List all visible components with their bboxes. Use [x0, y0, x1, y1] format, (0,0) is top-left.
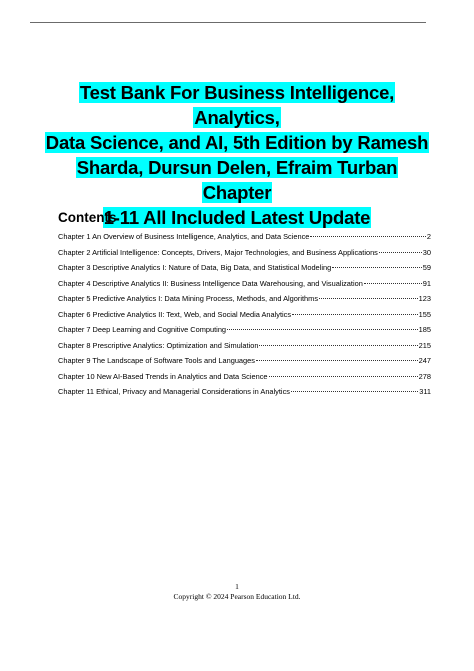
- toc-item-page: 247: [418, 356, 431, 365]
- toc-item-title: Chapter 2 Artificial Intelligence: Concepts, Drivers, Major Technologies, and Business Applications: [58, 247, 378, 257]
- toc-item-page: 278: [418, 371, 431, 381]
- toc-leader-dots: [364, 283, 422, 284]
- title-line: 1-11 All Included Latest Update: [103, 207, 371, 228]
- page-number: 1: [235, 582, 239, 591]
- toc-item-title: Chapter 3 Descriptive Analytics I: Nature of Data, Big Data, and Statistical Modeling: [58, 263, 332, 272]
- title-line: Sharda, Dursun Delen, Efraim Turban Chapter: [76, 157, 398, 203]
- toc-item[interactable]: [58, 232, 431, 248]
- toc-item-page: 91: [422, 278, 431, 288]
- toc-leader-dots: [379, 252, 422, 253]
- toc-leader-dots: [291, 391, 418, 392]
- toc-item-title: Chapter 8 Prescriptive Analytics: Optimization and Simulation: [58, 340, 259, 350]
- toc-leader-dots: [319, 298, 418, 299]
- toc-item-page: 123: [418, 294, 431, 303]
- toc-item-page: 30: [422, 247, 431, 257]
- copyright-notice: Copyright © 2024 Pearson Education Ltd.: [173, 592, 301, 601]
- toc-leader-dots: [292, 314, 418, 315]
- toc-item-title: Chapter 9 The Landscape of Software Tools and Languages: [58, 356, 255, 365]
- toc-leader-dots: [259, 345, 417, 346]
- toc-item[interactable]: [58, 279, 431, 295]
- toc-item-title: Chapter 11 Ethical, Privacy and Managerial Considerations in Analytics: [58, 387, 290, 396]
- toc-item-page: 185: [418, 325, 431, 334]
- title-line: Test Bank For Business Intelligence, Analytics,: [79, 82, 395, 128]
- toc-item[interactable]: [58, 248, 431, 264]
- toc-item-page: 311: [419, 387, 431, 396]
- table-of-contents: [58, 232, 431, 403]
- toc-leader-dots: [256, 360, 418, 361]
- toc-item-title: Chapter 4 Descriptive Analytics II: Business Intelligence Data Warehousing, and Visualization: [58, 278, 363, 288]
- title-line: Data Science, and AI, 5th Edition by Ramesh: [45, 132, 429, 153]
- toc-leader-dots: [310, 236, 425, 237]
- toc-leader-dots: [269, 376, 418, 377]
- toc-leader-dots: [332, 267, 422, 268]
- top-rule: [30, 22, 426, 23]
- toc-item[interactable]: [58, 341, 431, 357]
- toc-item-title: Chapter 6 Predictive Analytics II: Text, Web, and Social Media Analytics: [58, 309, 292, 319]
- toc-item[interactable]: [58, 325, 431, 341]
- toc-item[interactable]: [58, 263, 431, 279]
- toc-item-title: Chapter 5 Predictive Analytics I: Data Mining Process, Methods, and Algorithms: [58, 294, 319, 303]
- toc-item[interactable]: [58, 356, 431, 372]
- contents-heading: Contents: [58, 210, 117, 225]
- document-title: [40, 80, 434, 230]
- toc-item[interactable]: [58, 310, 431, 326]
- toc-item-page: 2: [426, 232, 431, 241]
- page-footer: [0, 582, 474, 602]
- toc-item-page: 59: [422, 263, 431, 272]
- toc-item-title: Chapter 1 An Overview of Business Intelligence, Analytics, and Data Science: [58, 232, 310, 241]
- toc-item-title: Chapter 10 New AI-Based Trends in Analytics and Data Science: [58, 371, 268, 381]
- toc-item[interactable]: [58, 387, 431, 403]
- toc-leader-dots: [227, 329, 418, 330]
- toc-item-title: Chapter 7 Deep Learning and Cognitive Computing: [58, 325, 227, 334]
- toc-item-page: 155: [418, 309, 431, 319]
- toc-item[interactable]: [58, 294, 431, 310]
- toc-item-page: 215: [418, 340, 431, 350]
- toc-item[interactable]: [58, 372, 431, 388]
